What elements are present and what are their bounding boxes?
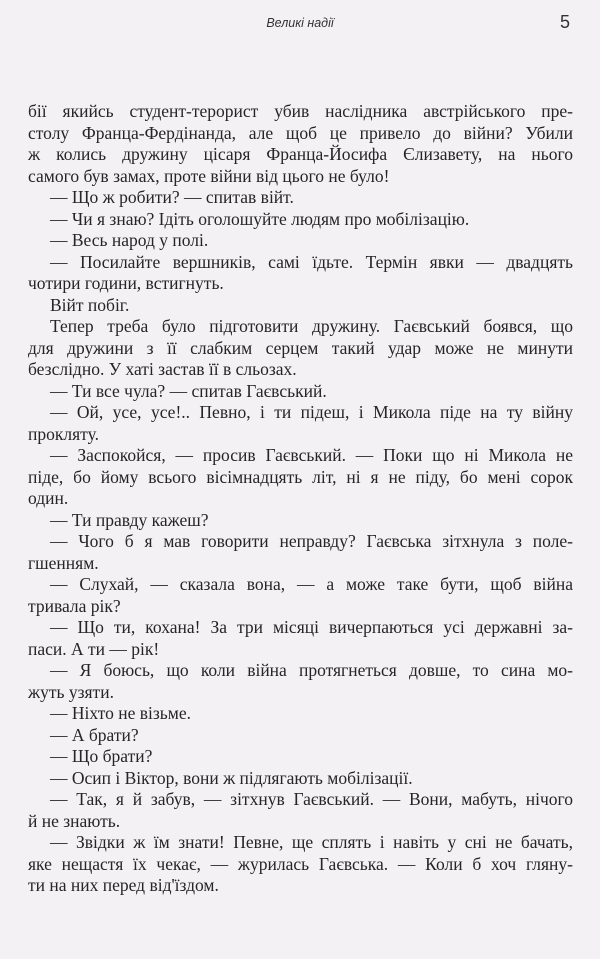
running-header	[0, 12, 600, 36]
text-line: один.	[28, 488, 69, 508]
text-line: — Ти правду кажеш?	[50, 509, 209, 530]
text-line: — Звідки ж їм знати! Певне, ще сплять і навіть у сні не бачать,	[50, 832, 573, 852]
text-line: — Що брати?	[50, 746, 153, 766]
text-line: піде, бо йому всього вісімнадцять літ, ні я не піду, бо мені сорок	[28, 466, 573, 487]
text-line: — Що ж робити? — спитав війт.	[50, 187, 294, 207]
text-line: — Посилайте вершників, самі їдьте. Термін явки — двадцять	[50, 251, 573, 272]
running-title: Великі надії	[266, 16, 334, 30]
text-line: жуть узяти.	[28, 681, 114, 702]
text-line: тривала рік?	[28, 595, 121, 616]
text-line: гшенням.	[28, 552, 99, 573]
text-line: ти на них перед від'їздом.	[28, 875, 219, 895]
text-line: — Ой, усе, усе!.. Певно, і ти підеш, і Микола піде на ту війну	[50, 402, 573, 422]
text-line: безслідно. У хаті застав її в сльозах.	[28, 359, 297, 379]
page-number: 5	[559, 12, 570, 32]
text-line: — Ніхто не візьме.	[50, 703, 191, 723]
text-line: — Осип і Віктор, вони ж підлягають мобілізації.	[50, 767, 413, 788]
text-line: — Ти все чула? — спитав Гаєвський.	[50, 380, 327, 401]
text-line: — Слухай, — сказала вона, — а може таке бути, щоб війна	[50, 574, 573, 594]
text-line: — Чи я знаю? Ідіть оголошуйте людям про мобілізацію.	[50, 208, 470, 229]
text-line: — А брати?	[50, 724, 139, 745]
text-line: — Я боюсь, що коли війна протягнеться довше, то сина мо-	[50, 660, 573, 680]
text-line: Тепер треба було підготовити дружину. Гаєвський боявся, що	[50, 316, 573, 336]
text-line: й не знають.	[28, 810, 121, 831]
text-line: самого був замах, проте війни від цього не було!	[28, 165, 390, 186]
text-line: ж колись дружину цісаря Франца-Йосифа Єлизавету, на нього	[28, 144, 573, 164]
text-line: — Весь народ у полі.	[50, 230, 209, 250]
text-line: — Чого б я мав говорити неправду? Гаєвська зітхнула з поле-	[50, 531, 573, 551]
text-line: яке нещастя їх чекає, — журилась Гаєвська. — Коли б хоч гляну-	[28, 853, 573, 874]
text-line: для дружини з її слабким серцем такий удар може не минути	[28, 337, 573, 358]
text-line: столу Франца-Фердінанда, але щоб це привело до війни? Убили	[28, 122, 573, 143]
text-line: Війт побіг.	[50, 294, 130, 315]
text-line: чотири години, встигнуть.	[28, 273, 224, 293]
body-text	[28, 101, 573, 897]
text-line: — Так, я й забув, — зітхнув Гаєвський. — Вони, мабуть, нічого	[50, 789, 573, 809]
text-line: прокляту.	[28, 423, 99, 444]
text-line: — Заспокойся, — просив Гаєвський. — Поки що ні Микола не	[50, 445, 573, 465]
text-line: паси. А ти — рік!	[28, 638, 160, 659]
text-line: — Що ти, кохана! За три місяці вичерпаються усі державні за-	[50, 617, 573, 637]
text-line: бії якийсь студент-терорист убив наслідника австрійського пре-	[28, 101, 573, 121]
